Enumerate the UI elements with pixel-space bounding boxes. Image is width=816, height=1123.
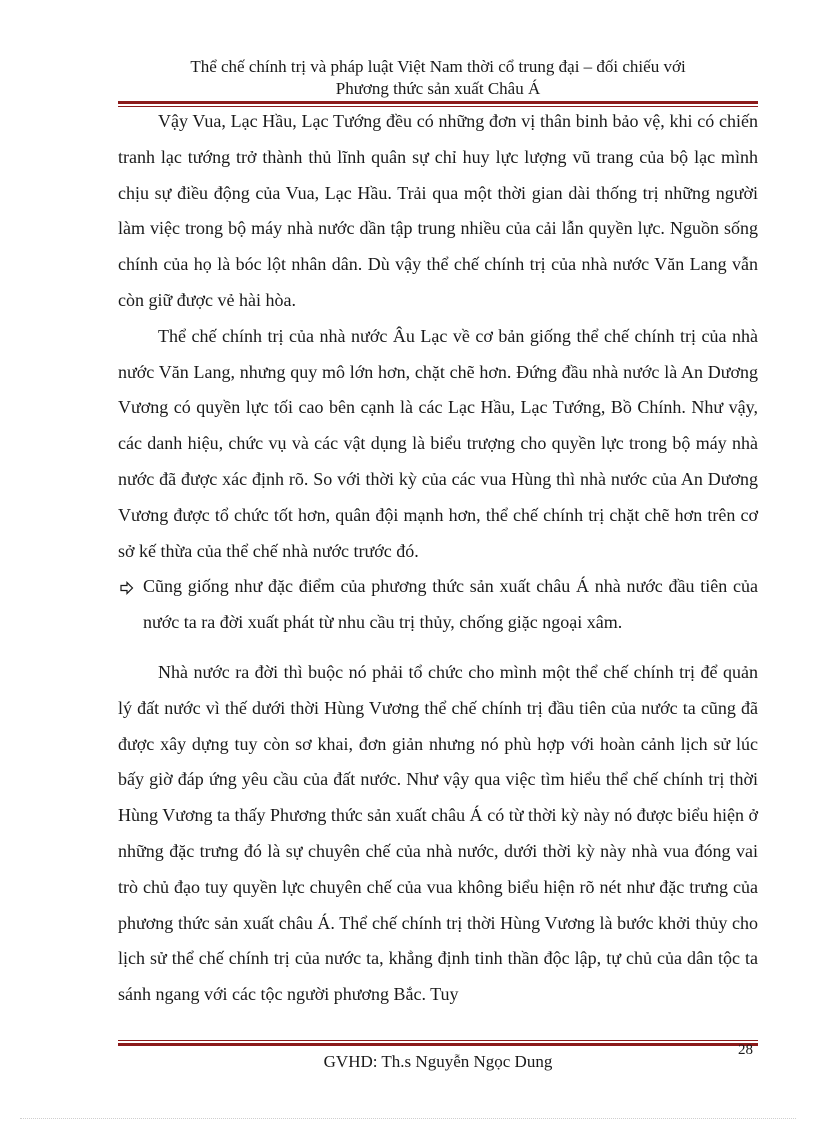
bullet-text: Cũng giống như đặc điểm của phương thức sản xuất châu Á nhà nước đầu tiên của nước ta ra đời xuất phát từ nhu cầu trị thủy, chống giặc ngoại xâm.	[143, 576, 758, 633]
paragraph-1: Vậy Vua, Lạc Hầu, Lạc Tướng đều có những đơn vị thân binh bảo vệ, khi có chiến tranh lạc tướng trở thành thủ lĩnh quân sự chỉ huy lực lượng vũ trang của bộ lạc mình chịu sự điều động của Vua, Lạc Hầu. Trải qua một thời gian dài thống trị những người làm việc trong bộ máy nhà nước dần tập trung nhiều của cải lẫn quyền lực. Nguồn sống chính của họ là bóc lột nhân dân. Dù vậy thể chế chính trị của nhà nước Văn Lang vẫn còn giữ được vẻ hài hòa.	[118, 111, 758, 310]
arrow-right-outline-icon	[118, 581, 136, 595]
footer-rule	[118, 1040, 758, 1046]
page-header	[118, 56, 758, 100]
page-number: 28	[738, 1042, 753, 1058]
paragraph-3: Nhà nước ra đời thì buộc nó phải tổ chức cho mình một thể chế chính trị để quản lý đất nước vì thế dưới thời Hùng Vương thể chế chính trị đầu tiên của nước ta cũng đã được xây dựng tuy còn sơ khai, đơn giản nhưng nó phù hợp với hoàn cảnh lịch sử lúc bấy giờ đáp ứng yêu cầu của đất nước. Như vậy qua việc tìm hiểu thể chế chính trị thời Hùng Vương ta thấy Phương thức sản xuất châu Á có từ thời kỳ này nó được biểu hiện ở những đặc trưng đó là sự chuyên chế của nhà nước, dưới thời kỳ này nhà vua đóng vai trò chủ đạo tuy quyền lực chuyên chế của vua không biểu hiện rõ nét như đặc trưng của phương thức sản xuất châu Á. Thể chế chính trị thời Hùng Vương là bước khởi thủy cho lịch sử thể chế chính trị của nước ta, khẳng định tinh thần độc lập, tự chủ của dân tộc ta sánh ngang với các tộc người phương Bắc. Tuy	[118, 661, 758, 1005]
paragraph-2: Thể chế chính trị của nhà nước Âu Lạc về cơ bản giống thể chế chính trị của nhà nước Văn Lang, nhưng quy mô lớn hơn, chặt chẽ hơn. Đứng đầu nhà nước là An Dương Vương có quyền lực tối cao bên cạnh là các Lạc Hầu, Lạc Tướng, Bồ Chính. Như vậy, các danh hiệu, chức vụ và các vật dụng là biểu trượng cho quyền lực trong bộ máy nhà nước đã được xác định rõ. So với thời kỳ của các vua Hùng thì nhà nước của An Dương Vương được tổ chức tốt hơn, quân đội mạnh hơn, thể chế chính trị chặt chẽ hơn trên cơ sở kế thừa của thể chế nhà nước trước đó.	[118, 325, 758, 561]
header-title-line-1: Thể chế chính trị và pháp luật Việt Nam thời cổ trung đại – đối chiếu với	[190, 57, 686, 76]
header-title-line-2: Phương thức sản xuất Châu Á	[335, 79, 541, 98]
page-body	[118, 104, 758, 1013]
footer-advisor: GVHD: Th.s Nguyễn Ngọc Dung	[323, 1052, 553, 1071]
bullet-item	[118, 569, 758, 641]
page-bottom-border	[20, 1118, 796, 1119]
